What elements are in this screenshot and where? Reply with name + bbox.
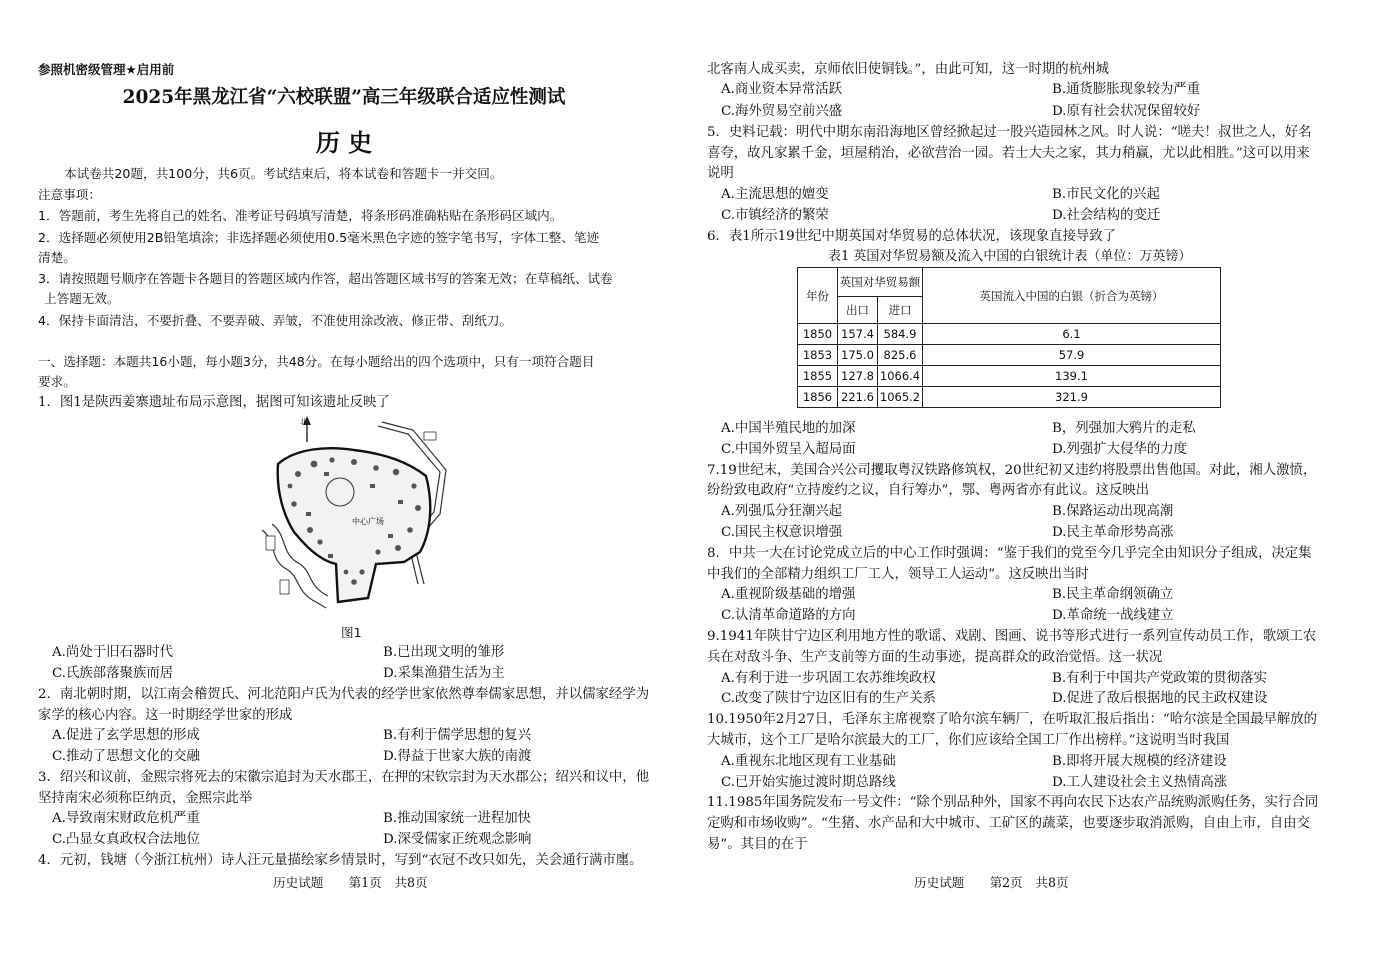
question-stem: 定购和市场收购”。“生猪、水产品和大中城市、工矿区的蔬菜，也要逐步取消派购，自由上市，自由交 (707, 816, 1310, 831)
question-stem: 纷纷致电政府“立持废约之议，自行筹办”，鄂、粤两省亦有此议。这反映出 (707, 483, 1150, 498)
option-a[interactable]: A.主流思想的嬗变 (721, 187, 829, 202)
cell-silver: 139.1 (923, 366, 1221, 387)
question-stem: 易”。其目的在于 (707, 837, 808, 852)
cell-export: 175.0 (838, 345, 878, 366)
notice-line: 上答题无效。 (44, 291, 120, 306)
option-c[interactable]: C.改变了陕甘宁边区旧有的生产关系 (721, 691, 936, 706)
question-stem: 中我们的全部精力组织工厂工人，领导工人运动”。这反映出当时 (707, 567, 1089, 582)
option-d[interactable]: D.革命统一战线建立 (1052, 608, 1174, 623)
option-c[interactable]: C.市镇经济的繁荣 (721, 208, 829, 223)
question-stem: 3．绍兴和议前，金熙宗将死去的宋徽宗追封为天水郡王，在押的宋钦宗封为天水郡公；绍兴和议中，他 (38, 770, 650, 785)
page-footer: 历史试题 第2页 共8页 (914, 875, 1069, 890)
option-c[interactable]: C.氏族部落聚族而居 (52, 666, 174, 681)
question-stem: 北客南人成买卖，京师依旧使铜钱。”，由此可知，这一时期的杭州城 (707, 62, 1109, 77)
subject-title: 历 史 (315, 128, 373, 157)
cell-import: 584.9 (878, 324, 923, 345)
table-row (798, 345, 1221, 366)
site-map-figure (258, 412, 468, 612)
option-d[interactable]: D.工人建设社会主义热情高涨 (1052, 775, 1228, 790)
cell-import: 1066.4 (878, 366, 923, 387)
question-stem: 说明 (707, 166, 734, 181)
notice-line: 4．保持卡面清洁，不要折叠、不要弄破、弄皱，不准使用涂改液、修正带、刮纸刀。 (38, 313, 512, 328)
option-b[interactable]: B.已出现文明的雏形 (383, 645, 505, 660)
question-stem: 8．中共一大在讨论党成立后的中心工作时强调：“鉴于我们的党至今几乎完全由知识分子组成，决定集 (707, 546, 1312, 561)
secret-label: 参照机密级管理★启用前 (38, 62, 175, 77)
cell-silver: 321.9 (923, 387, 1221, 408)
option-d[interactable]: D.原有社会状况保留较好 (1052, 104, 1201, 119)
question-stem: 1．图1是陕西姜寨遗址布局示意图，据图可知该遗址反映了 (38, 395, 390, 410)
question-stem: 11.1985年国务院发布一号文件：“除个别品种外，国家不再向农民下达农产品统购派购任务，实行合同 (707, 795, 1319, 810)
notice-heading: 注意事项： (38, 187, 101, 202)
trade-table (797, 267, 1221, 408)
intro-text: 本试卷共20题，共100分，共6页。考试结束后，将本试卷和答题卡一并交回。 (64, 166, 503, 181)
option-b[interactable]: B，列强加大鸦片的走私 (1052, 421, 1196, 436)
option-b[interactable]: B.通货膨胀现象较为严重 (1052, 82, 1201, 97)
option-c[interactable]: C.认清革命道路的方向 (721, 608, 856, 623)
option-d[interactable]: D.民主革命形势高涨 (1052, 525, 1174, 540)
question-stem: 9.1941年陕甘宁边区利用地方性的歌谣、戏剧、图画、说书等形式进行一系列宣传动员工作，歌颂工农 (707, 629, 1317, 644)
section-heading: 要求。 (38, 374, 76, 389)
cell-year: 1853 (798, 345, 838, 366)
table-caption: 表1 英国对华贸易额及流入中国的白银统计表（单位：万英镑） (828, 249, 1192, 264)
question-stem: 喜夸，故凡家累千金，垣屋稍治，必欲营治一园。若士大夫之家，其力稍赢，尤以此相胜。”这可以用来 (707, 146, 1310, 161)
question-stem: 大城市，这个工厂是哈尔滨最大的工厂，你们应该给全国工厂作出榜样。”这说明当时我国 (707, 733, 1230, 748)
option-a[interactable]: A.中国半殖民地的加深 (721, 421, 856, 436)
option-d[interactable]: D.采集渔猎生活为主 (383, 666, 505, 681)
option-a[interactable]: A.列强瓜分狂潮兴起 (721, 504, 843, 519)
option-d[interactable]: D.得益于世家大族的南渡 (383, 749, 532, 764)
table-row (798, 324, 1221, 345)
cell-silver: 57.9 (923, 345, 1221, 366)
notice-line: 3．请按照题号顺序在答题卡各题目的答题区域内作答，超出答题区域书写的答案无效；在草稿纸、试卷 (38, 271, 613, 286)
option-d[interactable]: D.社会结构的变迁 (1052, 208, 1161, 223)
cell-year: 1855 (798, 366, 838, 387)
option-c[interactable]: C.凸显女真政权合法地位 (52, 832, 200, 847)
question-stem: 6．表1所示19世纪中期英国对华贸易的总体状况，该现象直接导致了 (707, 229, 1117, 244)
option-a[interactable]: A.有利于进一步巩固工农苏维埃政权 (721, 671, 936, 686)
option-b[interactable]: B.民主革命纲领确立 (1052, 587, 1174, 602)
header-trade: 英国对华贸易额 (838, 268, 923, 297)
header-export: 出口 (838, 297, 878, 324)
header-year: 年份 (798, 268, 838, 324)
page-footer: 历史试题 第1页 共8页 (273, 875, 428, 890)
option-a[interactable]: A.导致南宋财政危机严重 (52, 811, 200, 826)
option-d[interactable]: D.列强扩大侵华的力度 (1052, 442, 1188, 457)
cell-silver: 6.1 (923, 324, 1221, 345)
north-label: 北 (300, 418, 307, 426)
option-c[interactable]: C.海外贸易空前兴盛 (721, 104, 843, 119)
notice-line: 清楚。 (38, 250, 76, 265)
option-b[interactable]: B.即将开展大规模的经济建设 (1052, 754, 1227, 769)
table-row (798, 387, 1221, 408)
exam-title: 2025年黑龙江省“六校联盟”高三年级联合适应性测试 (122, 87, 566, 108)
option-b[interactable]: B.市民文化的兴起 (1052, 187, 1160, 202)
question-stem: 2．南北朝时期，以江南会稽贺氏、河北范阳卢氏为代表的经学世家依然尊奉儒家思想，并以儒家经学为 (38, 687, 650, 702)
question-stem: 家学的核心内容。这一时期经学世家的形成 (38, 708, 293, 723)
header-import: 进口 (878, 297, 923, 324)
section-heading: 一、选择题：本题共16小题，每小题3分，共48分。在每小题给出的四个选项中，只有一项符合题目 (38, 354, 595, 369)
option-b[interactable]: B.推动国家统一进程加快 (383, 811, 532, 826)
option-c[interactable]: C.国民主权意识增强 (721, 525, 843, 540)
cell-export: 221.6 (838, 387, 878, 408)
option-a[interactable]: A.重视阶级基础的增强 (721, 587, 856, 602)
option-c[interactable]: C.已开始实施过渡时期总路线 (721, 775, 896, 790)
option-a[interactable]: A.促进了玄学思想的形成 (52, 728, 200, 743)
question-stem: 坚持南宋必须称臣纳贡，金熙宗此举 (38, 791, 253, 806)
header-silver: 英国流入中国的白银（折合为英镑） (923, 268, 1221, 324)
central-plaza-label: 中心广场 (352, 517, 384, 526)
cell-year: 1850 (798, 324, 838, 345)
option-b[interactable]: B.保路运动出现高潮 (1052, 504, 1174, 519)
option-c[interactable]: C.推动了思想文化的交融 (52, 749, 200, 764)
exam-page-2 (688, 0, 1375, 971)
option-b[interactable]: B.有利于中国共产党政策的贯彻落实 (1052, 671, 1267, 686)
cell-export: 127.8 (838, 366, 878, 387)
option-d[interactable]: D.深受儒家正统观念影响 (383, 832, 532, 847)
option-a[interactable]: A.重视东北地区现有工业基础 (721, 754, 896, 769)
option-d[interactable]: D.促进了敌后根据地的民主政权建设 (1052, 691, 1268, 706)
option-a[interactable]: A.商业资本异常活跃 (721, 82, 843, 97)
question-stem: 4．元初，钱塘（今浙江杭州）诗人汪元量描绘家乡情景时，写到“衣冠不改只如先，关会通行满市廛。 (38, 853, 643, 868)
table-row (798, 366, 1221, 387)
option-a[interactable]: A.尚处于旧石器时代 (52, 645, 174, 660)
figure-caption: 图1 (341, 625, 362, 640)
notice-line: 1．答题前，考生先将自己的姓名、准考证号码填写清楚，将条形码准确粘贴在条形码区域内。 (38, 208, 563, 223)
question-stem: 10.1950年2月27日，毛泽东主席视察了哈尔滨车辆厂，在听取汇报后指出：“哈尔滨是全国最早解放的 (707, 712, 1318, 727)
cell-import: 1065.2 (878, 387, 923, 408)
option-b[interactable]: B.有利于儒学思想的复兴 (383, 728, 532, 743)
cell-year: 1856 (798, 387, 838, 408)
question-stem: 7.19世纪末，美国合兴公司攫取粤汉铁路修筑权，20世纪初又违约将股票出售他国。对此，湘人激愤， (707, 463, 1317, 478)
option-c[interactable]: C.中国外贸呈入超局面 (721, 442, 856, 457)
question-stem: 兵在对敌斗争、生产支前等方面的生动事迹，提高群众的政治觉悟。这一状况 (707, 650, 1163, 665)
notice-line: 2．选择题必须使用2B铅笔填涂；非选择题必须使用0.5毫米黑色字迹的签字笔书写，字体工整、笔迹 (38, 230, 600, 245)
cell-export: 157.4 (838, 324, 878, 345)
question-stem: 5．史料记载：明代中期东南沿海地区曾经掀起过一股兴造园林之风。时人说：“嗟夫！叔世之人，好名 (707, 125, 1312, 140)
cell-import: 825.6 (878, 345, 923, 366)
